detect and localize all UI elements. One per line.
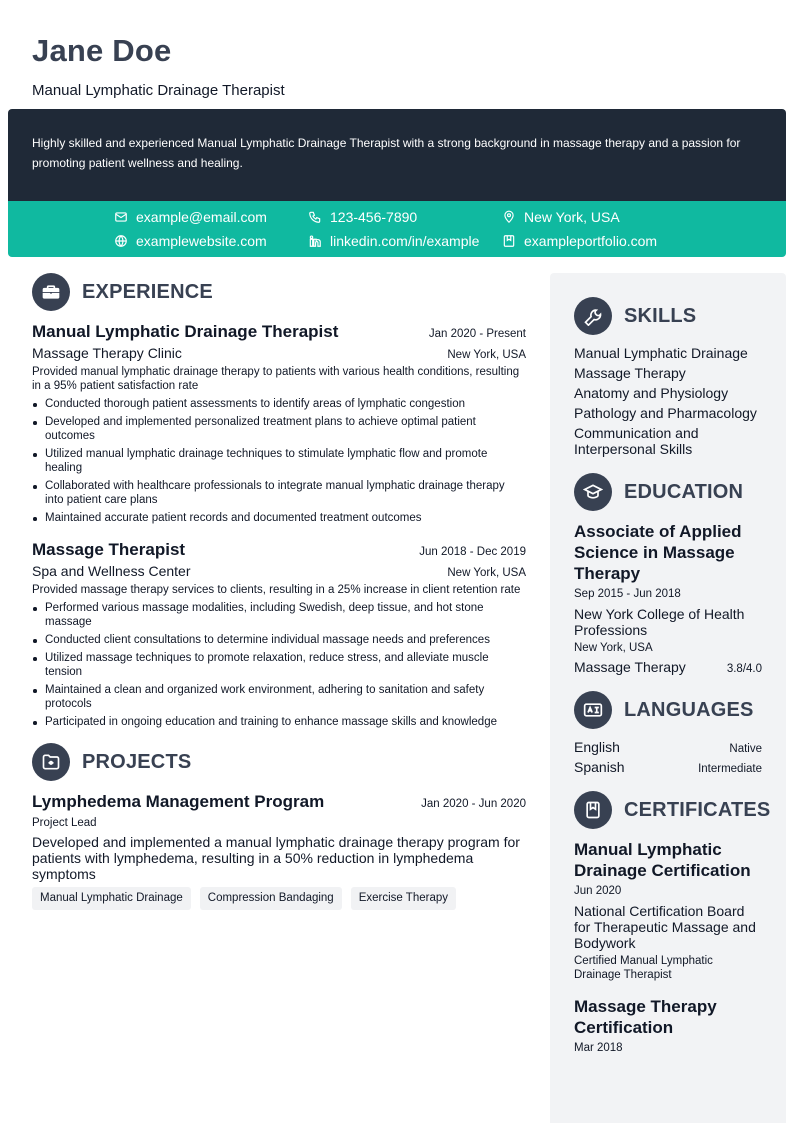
contact-phone[interactable] — [308, 207, 502, 227]
job-bullets — [32, 601, 526, 729]
resume-header — [32, 34, 285, 100]
job-company: Massage Therapy Clinic — [32, 345, 182, 361]
certificate-name: Manual Lymphatic Drainage Certification — [574, 840, 751, 880]
education-gpa: 3.8/4.0 — [726, 663, 762, 675]
certificates-section — [574, 791, 771, 1056]
language-name: English — [574, 739, 620, 755]
contact-email[interactable] — [114, 207, 308, 227]
linkedin-icon — [308, 234, 322, 248]
education-title: EDUCATION — [624, 480, 744, 503]
job-bullet: Collaborated with healthcare professionals to integrate manual lymphatic drainage therapy into patient care plans — [32, 479, 526, 507]
contact-location — [502, 207, 696, 227]
contact-website[interactable] — [114, 231, 308, 251]
briefcase-icon — [32, 273, 70, 311]
job-title: Manual Lymphatic Drainage Therapist — [32, 322, 339, 341]
certificate-detail: Certified Manual Lymphatic Drainage Therapist — [574, 955, 713, 981]
job-bullet: Maintained a clean and organized work environment, adhering to sanitation and safety protocols — [32, 683, 526, 711]
job-location: New York, USA — [447, 567, 526, 579]
project-entry — [32, 791, 526, 910]
skill-item: Manual Lymphatic Drainage — [574, 345, 748, 361]
project-title: Lymphedema Management Program — [32, 792, 325, 811]
job-bullet: Conducted thorough patient assessments to identify areas of lymphatic congestion — [32, 397, 526, 411]
contact-email-text: example@email.com — [136, 209, 267, 225]
language-row — [574, 739, 762, 755]
certificates-heading — [574, 791, 771, 829]
languages-section — [574, 691, 762, 775]
globe-icon — [114, 234, 128, 248]
envelope-icon — [114, 210, 128, 224]
skill-item: Massage Therapy — [574, 365, 686, 381]
job-bullet: Performed various massage modalities, including Swedish, deep tissue, and hot stone massage — [32, 601, 526, 629]
project-dates: Jan 2020 - Jun 2020 — [421, 798, 526, 810]
graduation-cap-icon — [574, 473, 612, 511]
language-row — [574, 759, 762, 775]
contact-band — [8, 201, 786, 257]
projects-title: PROJECTS — [82, 750, 192, 773]
job-location: New York, USA — [447, 349, 526, 361]
language-level: Native — [729, 743, 762, 755]
certificate-issuer: National Certification Board for Therapeutic Massage and Bodywork — [574, 903, 756, 951]
language-level: Intermediate — [698, 763, 762, 775]
job-entry — [32, 539, 526, 729]
skill-item: Pathology and Pharmacology — [574, 405, 757, 421]
job-company: Spa and Wellness Center — [32, 563, 191, 579]
education-heading — [574, 473, 762, 511]
portfolio-icon — [502, 234, 516, 248]
map-pin-icon — [502, 210, 516, 224]
education-field: Massage Therapy — [574, 659, 686, 675]
education-dates: Sep 2015 - Jun 2018 — [574, 588, 681, 600]
project-tag: Exercise Therapy — [351, 887, 456, 910]
languages-title: LANGUAGES — [624, 698, 754, 721]
skills-section — [574, 297, 762, 457]
job-dates: Jan 2020 - Present — [428, 328, 526, 340]
job-title: Massage Therapist — [32, 540, 186, 559]
experience-title: EXPERIENCE — [82, 280, 213, 303]
education-degree: Associate of Applied Science in Massage Therapy — [574, 522, 742, 583]
skill-item: Communication and Interpersonal Skills — [574, 425, 699, 457]
project-role: Project Lead — [32, 817, 97, 829]
project-tag: Compression Bandaging — [200, 887, 342, 910]
job-bullet: Participated in ongoing education and training to enhance massage skills and knowledge — [32, 715, 526, 729]
certificate-icon — [574, 791, 612, 829]
summary-text: Highly skilled and experienced Manual Lymphatic Drainage Therapist with a strong background in massage therapy and a passion for promoting patient wellness and healing. — [32, 136, 741, 170]
certificate-date: Mar 2018 — [574, 1042, 623, 1054]
project-tags — [32, 887, 526, 910]
job-description: Provided manual lymphatic drainage therapy to patients with various health conditions, resulting in a 95% patient satisfaction rate — [32, 366, 520, 392]
certificate-name: Massage Therapy Certification — [574, 997, 717, 1037]
contact-website-text: examplewebsite.com — [136, 233, 267, 249]
folder-icon — [32, 743, 70, 781]
contact-linkedin-text: linkedin.com/in/example — [330, 233, 480, 249]
contact-phone-text: 123-456-7890 — [330, 209, 418, 225]
certificate-date: Jun 2020 — [574, 885, 622, 897]
certificates-title: CERTIFICATES — [624, 798, 771, 821]
skills-heading — [574, 297, 762, 335]
job-bullet: Maintained accurate patient records and documented treatment outcomes — [32, 511, 526, 525]
job-entry — [32, 321, 526, 525]
translate-icon — [574, 691, 612, 729]
job-bullet: Conducted client consultations to determine individual massage needs and preferences — [32, 633, 526, 647]
project-tag: Manual Lymphatic Drainage — [32, 887, 191, 910]
main-column — [32, 273, 526, 924]
wrench-icon — [574, 297, 612, 335]
candidate-name: Jane Doe — [32, 33, 172, 68]
job-bullets — [32, 397, 526, 525]
education-location: New York, USA — [574, 642, 653, 654]
education-school: New York College of Health Professions — [574, 606, 745, 638]
job-bullet: Developed and implemented personalized treatment plans to achieve optimal patient outcomes — [32, 415, 526, 443]
contact-portfolio[interactable] — [502, 231, 696, 251]
contact-linkedin[interactable] — [308, 231, 502, 251]
job-bullet: Utilized manual lymphatic drainage techniques to stimulate lymphatic flow and promote healing — [32, 447, 526, 475]
skills-title: SKILLS — [624, 304, 697, 327]
phone-icon — [308, 210, 322, 224]
contact-location-text: New York, USA — [524, 209, 620, 225]
candidate-role: Manual Lymphatic Drainage Therapist — [32, 82, 285, 99]
job-dates: Jun 2018 - Dec 2019 — [419, 546, 526, 558]
projects-heading — [32, 743, 526, 781]
job-bullet: Utilized massage techniques to promote relaxation, reduce stress, and alleviate muscle tension — [32, 651, 526, 679]
job-description: Provided massage therapy services to clients, resulting in a 25% increase in client retention rate — [32, 584, 521, 596]
contact-portfolio-text: exampleportfolio.com — [524, 233, 658, 249]
experience-heading — [32, 273, 526, 311]
sidebar — [550, 273, 786, 1123]
education-section — [574, 473, 762, 675]
languages-heading — [574, 691, 762, 729]
skill-item: Anatomy and Physiology — [574, 385, 729, 401]
language-name: Spanish — [574, 759, 625, 775]
education-field-row — [574, 659, 762, 675]
project-description: Developed and implemented a manual lymphatic drainage therapy program for patients with lymphedema, resulting in a 50% reduction in lymphedema symptoms — [32, 834, 520, 882]
summary-band — [8, 109, 786, 201]
